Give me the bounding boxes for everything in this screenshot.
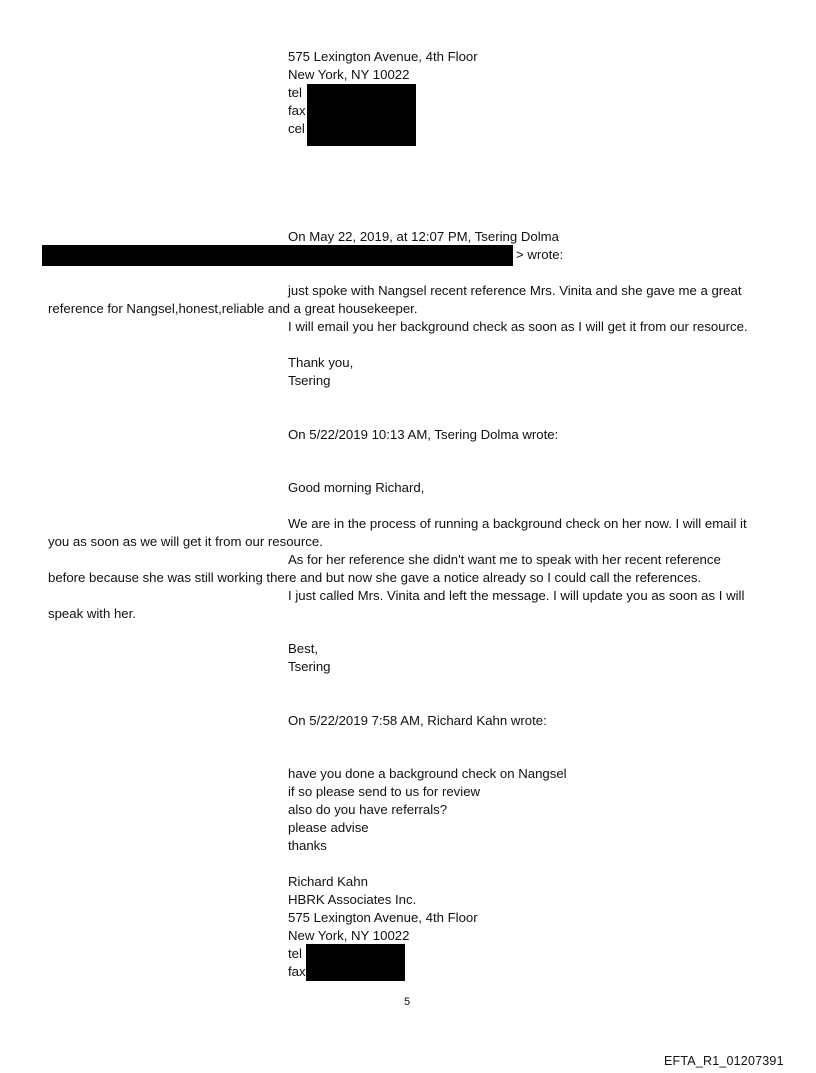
signature-address-line1: 575 Lexington Avenue, 4th Floor xyxy=(288,49,478,64)
body-text: have you done a background check on Nangsel xyxy=(288,766,567,781)
body-text: you as soon as we will get it from our resource. xyxy=(48,534,323,549)
redaction-box xyxy=(306,944,405,981)
signature-name: Richard Kahn xyxy=(288,874,368,889)
body-text: thanks xyxy=(288,838,327,853)
body-text: also do you have referrals? xyxy=(288,802,448,817)
body-text: We are in the process of running a background check on her now. I will email it xyxy=(288,516,747,531)
email-header: On 5/22/2019 10:13 AM, Tsering Dolma wrote: xyxy=(288,427,559,442)
body-text: before because she was still working there and but now she gave a notice already so I could call the references. xyxy=(48,570,702,585)
redaction-box xyxy=(307,84,416,146)
body-text: I just called Mrs. Vinita and left the message. I will update you as soon as I will xyxy=(288,588,745,603)
closing-text: Best, xyxy=(288,641,319,656)
redaction-box xyxy=(42,245,513,266)
signature-fax-label: fax xyxy=(288,964,306,979)
body-text: if so please send to us for review xyxy=(288,784,481,799)
signature-cell-label: cel xyxy=(288,121,305,136)
signature-fax-label: fax xyxy=(288,103,306,118)
signature-tel-label: tel xyxy=(288,946,302,961)
body-text: I will email you her background check as soon as I will get it from our resource. xyxy=(288,319,748,334)
body-text: reference for Nangsel,honest,reliable and a great housekeeper. xyxy=(48,301,418,316)
body-text: speak with her. xyxy=(48,606,136,621)
signature-name: Tsering xyxy=(288,659,331,674)
closing-text: Thank you, xyxy=(288,355,354,370)
email-header: On May 22, 2019, at 12:07 PM, Tsering Dolma xyxy=(288,229,559,244)
signature-address-line2: New York, NY 10022 xyxy=(288,928,410,943)
signature-tel-label: tel xyxy=(288,85,302,100)
document-id: EFTA_R1_01207391 xyxy=(664,1054,784,1068)
greeting-text: Good morning Richard, xyxy=(288,480,425,495)
body-text: As for her reference she didn't want me to speak with her recent reference xyxy=(288,552,721,567)
signature-company: HBRK Associates Inc. xyxy=(288,892,417,907)
signature-name: Tsering xyxy=(288,373,331,388)
body-text: just spoke with Nangsel recent reference Mrs. Vinita and she gave me a great xyxy=(288,283,742,298)
signature-address-line1: 575 Lexington Avenue, 4th Floor xyxy=(288,910,478,925)
signature-address-line2: New York, NY 10022 xyxy=(288,67,410,82)
page-number: 5 xyxy=(404,996,411,1008)
email-header-tail: > wrote: xyxy=(516,247,564,262)
email-header: On 5/22/2019 7:58 AM, Richard Kahn wrote: xyxy=(288,713,547,728)
body-text: please advise xyxy=(288,820,369,835)
